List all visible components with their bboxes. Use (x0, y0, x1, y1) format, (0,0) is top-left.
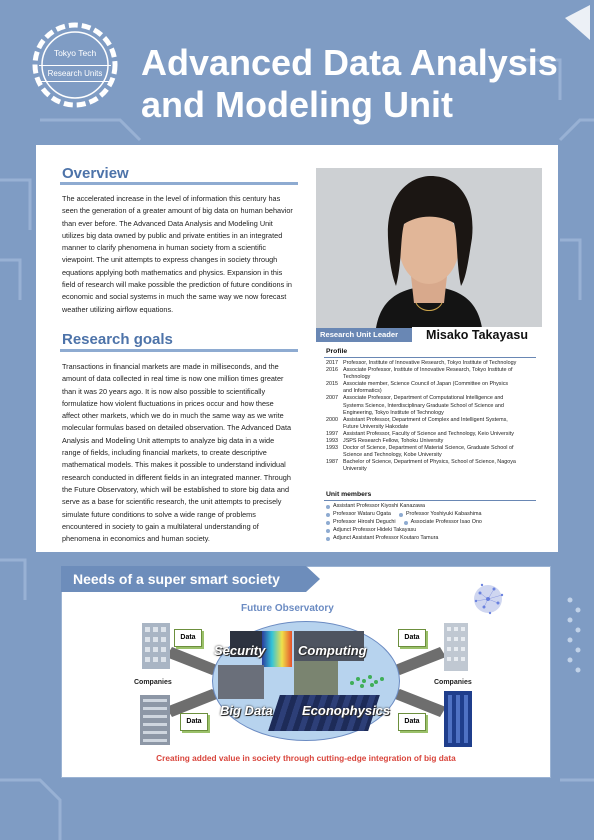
profile-row (326, 410, 536, 417)
member-item: Assistant Professor Kiyoshi Kanazawa (326, 502, 425, 510)
logo-line-1: Tokyo Tech (53, 48, 97, 58)
overview-text (62, 193, 307, 316)
profile-text: Bachelor of Science, Department of Physics, School of Science, Nagoya (343, 459, 516, 466)
profile-year (326, 403, 343, 410)
paragraph-line: formulatize how violent fluctuations in prices occur and how these (62, 398, 274, 408)
page-title (141, 42, 558, 126)
profile-year (326, 410, 343, 417)
profile-year: 1997 (326, 430, 338, 437)
profile-text: JSPS Research Fellow, Tohoku University (343, 438, 444, 445)
paragraph-line: utilizes big data owned by public and private entities in an integrated (62, 230, 283, 240)
profile-list (326, 360, 536, 474)
profile-row (326, 417, 536, 424)
scatter-dots-icon (344, 667, 392, 693)
data-document: Data (174, 629, 202, 647)
tokyo-tech-logo (30, 20, 120, 110)
members-list (326, 502, 536, 542)
future-observatory-label: Future Observatory (241, 603, 334, 614)
profile-year: 1987 (326, 459, 338, 466)
profile-row (326, 431, 536, 438)
paragraph-line: viewpoint. The unit attempts to express changes in society through (62, 255, 278, 265)
profile-text: Technology (343, 374, 371, 381)
paragraph-line: Transactions in financial markets are made in milliseconds, and the (62, 362, 279, 371)
paragraph-line: simulate future conditions to solve a wide range of problems (62, 509, 256, 519)
paragraph-line: seen the generation of a greater amount of big data on human behavior (62, 206, 293, 216)
building-icon (140, 695, 170, 745)
profile-text: Associate member, Science Council of Japan (Committee on Physics (343, 381, 509, 388)
profile-text: Associate Professor, Department of Computational Intelligence and (343, 395, 504, 402)
paragraph-line: research conducted in different fields in an integrated manner. Through (62, 472, 291, 482)
member-item: Professor Wataru Ogata (326, 510, 391, 518)
profile-row (326, 452, 536, 459)
profile-text: and Informatics) (343, 388, 382, 395)
paragraph-line: molecular formulas based on detailed observation. The Advanced Data (62, 423, 292, 433)
companies-label-left: Companies (134, 679, 172, 686)
profile-row (326, 438, 536, 445)
logo-line-2: Research Units (39, 65, 111, 82)
profile-year: 1993 (326, 445, 338, 452)
paragraph-line: affect other markets, which we do in much the same way as we write (62, 411, 284, 421)
profile-row (326, 360, 536, 367)
title-line-1: Advanced Data Analysis (141, 42, 558, 83)
paragraph-line: The accelerated increase in the level of information this century has (62, 194, 281, 203)
profile-row (326, 466, 536, 473)
paragraph-line: than ever before. The Advanced Data Analysis and Modeling Unit (62, 218, 273, 228)
scatter-plot-image (344, 667, 392, 693)
profile-row (326, 381, 536, 388)
profile-year (326, 424, 343, 431)
profile-text: Doctor of Science, Department of Material Science, Graduate School of (343, 445, 514, 452)
profile-text: Associate Professor, Institute of Innovative Research, Tokyo Institute of (343, 367, 513, 374)
member-item: Associate Professor Isao Ono (404, 518, 482, 526)
profile-year (326, 466, 343, 473)
profile-year: 2017 (326, 360, 338, 366)
member-item: Adjunct Assistant Professor Koutaro Tamura (326, 534, 438, 542)
research-goals-divider (60, 349, 298, 352)
paragraph-line: phenomena in economics and human society. (62, 534, 210, 544)
member-item: Adjunct Professor Hideki Takayasu (326, 526, 416, 534)
paragraph-line: mathematical models. This makes it possible to understand individual (62, 460, 286, 470)
paragraph-line: than it was 20 years ago. It is now also possible to scientifically (62, 386, 266, 396)
profile-text: Professor, Institute of Innovative Research, Tokyo Institute of Technology (343, 360, 517, 366)
profile-row (326, 459, 536, 466)
needs-diagram (61, 566, 551, 778)
profile-text: Engineering, Tokyo Institute of Technology (343, 409, 444, 416)
members-divider (324, 500, 536, 501)
paragraph-line: field of research will make possible the prediction of future conditions in (62, 280, 292, 290)
security-label: Security (214, 643, 266, 658)
profile-year: 2000 (326, 416, 338, 423)
building-icon (142, 623, 170, 669)
profile-year: 2016 (326, 367, 338, 374)
profile-year (326, 374, 343, 381)
overview-divider (60, 182, 298, 185)
econophysics-label: Econophysics (302, 703, 391, 718)
paragraph-line: manner to clarify phenomena in human society from a scientific (62, 243, 267, 253)
paragraph-line: amount of data collected in real time is now one million times greater (62, 374, 284, 384)
paragraph-line: serve as a base for scientific research, the unit attempts to precisely (62, 497, 282, 507)
needs-caption: Creating added value in society through cutting-edge integration of big data (156, 753, 456, 763)
profile-text: Future University Hakodate (343, 423, 409, 430)
computing-label: Computing (298, 643, 367, 658)
profile-year (326, 452, 343, 459)
profile-year (326, 388, 343, 395)
data-document: Data (180, 713, 208, 731)
members-heading: Unit members (326, 491, 372, 498)
heatmap-image (262, 631, 292, 667)
paragraph-line: weather utilizing airflow equations. (62, 304, 174, 314)
profile-row (326, 395, 536, 402)
big-data-label: Big Data (220, 703, 273, 718)
profile-year: 2007 (326, 395, 338, 402)
companies-label-right: Companies (434, 679, 472, 686)
profile-year: 1993 (326, 438, 338, 445)
profile-row (326, 367, 536, 374)
leader-photo (316, 168, 542, 328)
research-goals-heading: Research goals (62, 331, 173, 348)
profile-row (326, 388, 536, 395)
paragraph-line: the Future Observatory, which will be established to store big data and (62, 484, 290, 494)
profile-row (326, 445, 536, 452)
paragraph-line: economic and social systems in much the same way we now forecast (62, 292, 287, 302)
leader-name: Misako Takayasu (412, 327, 542, 343)
profile-year: 2015 (326, 381, 338, 388)
member-item: Professor Hiroshi Deguchi (326, 518, 396, 526)
member-item: Professor Yoshiyuki Kabashima (399, 510, 482, 518)
paragraph-line: Analysis and Modeling Unit attempts to analyze big data in a wide (62, 435, 275, 445)
needs-heading: Needs of a super smart society (61, 566, 306, 592)
leader-bar (316, 328, 542, 342)
portrait-image (316, 168, 542, 328)
profile-divider (324, 357, 536, 358)
title-line-2: and Modeling Unit (141, 84, 453, 125)
profile-text: Systems Science, Interdisciplinary Graduate School of Science and (343, 402, 504, 409)
leader-label: Research Unit Leader (320, 330, 399, 339)
paragraph-line: equations applying both mathematics and physics. Expansion in this (62, 267, 283, 277)
crowd-image (218, 665, 264, 699)
data-document: Data (398, 713, 426, 731)
profile-row (326, 374, 536, 381)
building-icon (444, 691, 472, 747)
building-icon (444, 623, 468, 671)
paragraph-line: encountered in society to gain a multilateral understanding of (62, 521, 259, 531)
city-image (294, 661, 338, 697)
paragraph-line: range of fields, including financial markets, to create descriptive (62, 448, 267, 458)
profile-text: Assistant Professor, Department of Complex and Intelligent Systems, (343, 416, 508, 423)
profile-heading: Profile (326, 348, 348, 355)
data-document: Data (398, 629, 426, 647)
profile-text: Assistant Professor, Faculty of Science and Technology, Keio University (343, 430, 514, 437)
research-goals-text (62, 361, 307, 545)
profile-row (326, 403, 536, 410)
overview-heading: Overview (62, 165, 129, 182)
profile-row (326, 424, 536, 431)
profile-text: Science and Technology, Kobe University (343, 452, 442, 459)
profile-text: University (343, 466, 367, 473)
